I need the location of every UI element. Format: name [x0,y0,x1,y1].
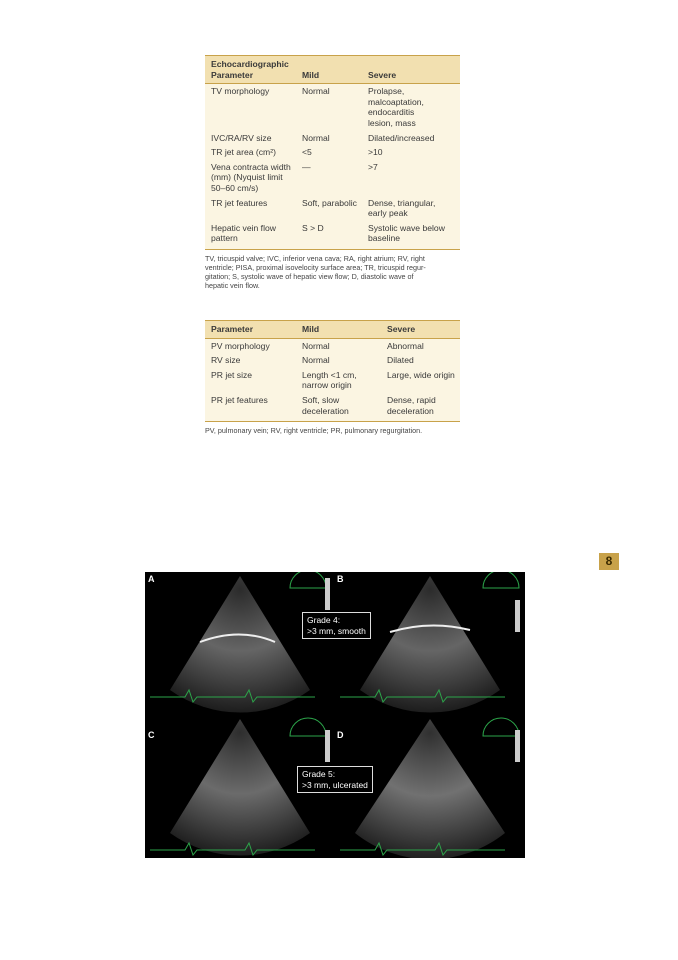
table-tricuspid-regurgitation [205,55,460,290]
param-cell: PR jet features [211,394,268,405]
param-cell: RV size [211,355,241,366]
severe-cell: Dense, rapid deceleration [387,394,436,416]
panel-label-d: D [337,730,344,740]
table-pulmonary-regurgitation [205,320,460,435]
severe-cell: Prolapse, malcoaptation, endocarditis lesion, mass [368,86,424,128]
header-mild: Mild [302,69,320,80]
table-row [205,368,460,393]
table-row [205,339,460,354]
mild-cell: <5 [302,147,312,158]
table-row [205,393,460,418]
severe-cell: >7 [368,161,378,172]
sector-c [170,719,310,856]
param-cell: TR jet features [211,197,268,208]
param-cell: PV morphology [211,340,270,351]
mild-cell: — [302,161,311,172]
mild-cell: Normal [302,355,330,366]
param-cell: Vena contracta width (mm) (Nyquist limit 50–60 cm/s) [211,161,291,193]
panel-label-a: A [148,574,155,584]
sector-d [355,719,505,858]
table-row [205,221,460,246]
grade-4-callout: Grade 4: >3 mm, smooth [302,612,371,639]
param-cell: Hepatic vein flow pattern [211,222,276,244]
table-row [205,84,460,130]
mild-cell: Length <1 cm, narrow origin [302,369,357,391]
param-cell: IVC/RA/RV size [211,132,272,143]
table-header [205,320,460,339]
panel-label-c: C [148,730,155,740]
table-header [205,55,460,84]
grade-5-callout: Grade 5: >3 mm, ulcerated [297,766,373,793]
table-row [205,353,460,368]
severe-cell: Large, wide origin [387,369,455,380]
table-footnote: TV, tricuspid valve; IVC, inferior vena cava; RA, right atrium; RV, right ventricle; PISA, proximal isovelocity surface area; TR, tricuspid regur- gitation; S, systolic wave of hepatic view flow; D, diastolic wave of hepatic vein flow. [205,253,426,290]
severe-cell: Dilated [387,355,414,366]
mild-cell: Normal [302,86,330,97]
header-parameter: Echocardiographic Parameter [211,59,289,80]
mild-cell: Soft, slow deceleration [302,394,349,416]
table-row [205,196,460,221]
table-row [205,145,460,160]
severe-cell: Systolic wave below baseline [368,222,445,244]
table-row [205,160,460,196]
severe-cell: >10 [368,147,383,158]
header-mild: Mild [302,324,320,334]
severe-cell: Dense, triangular, early peak [368,197,436,219]
param-cell: TR jet area (cm²) [211,147,276,158]
param-cell: PR jet size [211,369,253,380]
severe-cell: Abnormal [387,340,424,351]
mild-cell: S > D [302,222,324,233]
chapter-badge: 8 [599,553,619,570]
sector-a [170,576,310,713]
severe-cell: Dilated/increased [368,132,435,143]
panel-label-b: B [337,574,344,584]
mild-cell: Normal [302,340,330,351]
header-severe: Severe [387,324,416,334]
sector-b [360,576,500,713]
echo-figure [145,572,525,858]
table-row [205,131,460,146]
param-cell: TV morphology [211,86,270,97]
table-footnote: PV, pulmonary vein; RV, right ventricle; PR, pulmonary regurgitation. [205,426,423,436]
mild-cell: Soft, parabolic [302,197,357,208]
table-body [205,339,460,423]
mild-cell: Normal [302,132,330,143]
header-severe: Severe [368,69,397,80]
header-parameter: Parameter [211,324,254,334]
table-body [205,84,460,250]
